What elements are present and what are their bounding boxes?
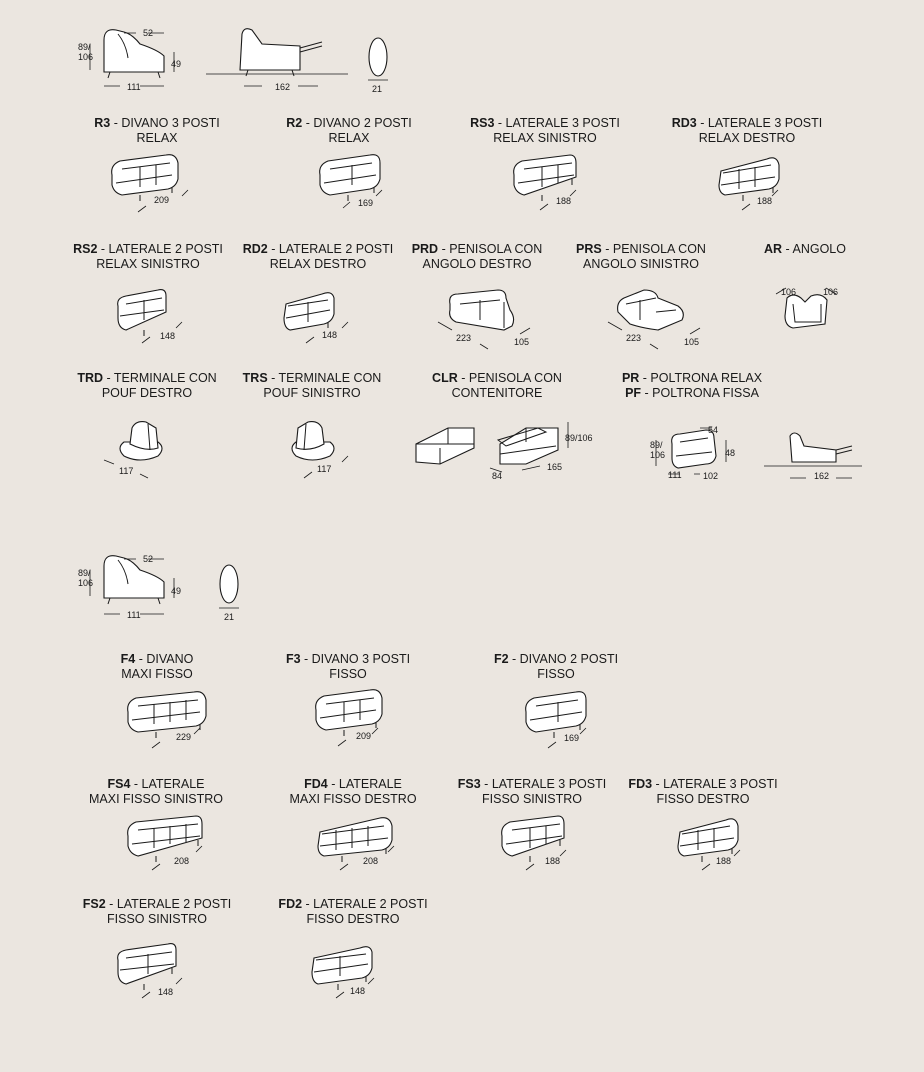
item-dim-f2: 169 — [564, 733, 580, 743]
dim-top: 52 — [143, 28, 154, 38]
item-dim-clr-height: 89/106 — [565, 433, 593, 443]
item-dim-ar: 106 — [781, 287, 797, 297]
item-label-prd: PRD - PENISOLA CON ANGOLO DESTRO — [411, 242, 543, 271]
item-label-f2: F2 - DIVANO 2 POSTI FISSO — [493, 652, 619, 681]
item-dim-prd-2: 105 — [514, 337, 530, 347]
fixed-dim-top: 52 — [143, 554, 154, 564]
dim-depth: 111 — [127, 82, 141, 92]
item-dim-prs-2: 105 — [684, 337, 700, 347]
item-label-rs2: RS2 - LATERALE 2 POSTI RELAX SINISTRO — [73, 242, 223, 271]
item-dim-prs: 223 — [626, 333, 642, 343]
item-label-fs2: FS2 - LATERALE 2 POSTI FISSO SINISTRO — [82, 897, 232, 926]
pr-dim-height: 89/ 106 — [650, 440, 666, 460]
item-label-rd3: RD3 - LATERALE 3 POSTI RELAX DESTRO — [671, 116, 823, 145]
item-dim-clr-165: 165 — [547, 462, 563, 472]
item-dim-fs4: 208 — [174, 856, 190, 866]
item-label-clr: CLR - PENISOLA CON CONTENITORE — [432, 371, 562, 400]
item-label-prs: PRS - PENISOLA CON ANGOLO SINISTRO — [576, 242, 706, 271]
dim-seat: 49 — [171, 59, 182, 69]
dim-open: 162 — [275, 82, 291, 92]
item-label-rd2: RD2 - LATERALE 2 POSTI RELAX DESTRO — [242, 242, 394, 271]
item-dim-r3: 209 — [154, 195, 170, 205]
item-label-trd: TRD - TERMINALE CON POUF DESTRO — [77, 371, 217, 400]
item-label-fd4: FD4 - LATERALE MAXI FISSO DESTRO — [289, 777, 417, 806]
fixed-dim-depth: 111 — [127, 610, 141, 620]
item-label-fd3: FD3 - LATERALE 3 POSTI FISSO DESTRO — [628, 777, 778, 806]
item-label-fs4: FS4 - LATERALE MAXI FISSO SINISTRO — [88, 777, 224, 806]
item-dim-trs: 117 — [317, 464, 332, 474]
dim-height: 89/ 106 — [78, 42, 94, 62]
item-dim-trd: 117 — [119, 466, 134, 476]
item-dim-prd: 223 — [456, 333, 472, 343]
item-dim-fd4: 208 — [363, 856, 379, 866]
item-dim-fs3: 188 — [545, 856, 561, 866]
fixed-dim-seat: 49 — [171, 586, 182, 596]
item-label-fs3: FS3 - LATERALE 3 POSTI FISSO SINISTRO — [457, 777, 607, 806]
item-dim-f4: 229 — [176, 732, 192, 742]
item-dim-rd2: 148 — [322, 330, 338, 340]
item-dim-rd3: 188 — [757, 196, 773, 206]
item-dim-rs2: 148 — [160, 331, 176, 341]
item-label-f3: F3 - DIVANO 3 POSTI FISSO — [285, 652, 411, 681]
item-label-f4: F4 - DIVANO MAXI FISSO — [120, 652, 194, 681]
item-dim-r2: 169 — [358, 198, 374, 208]
item-dim-f3: 209 — [356, 731, 372, 741]
item-label-rs3: RS3 - LATERALE 3 POSTI RELAX SINISTRO — [470, 116, 620, 145]
item-label-r3: R3 - DIVANO 3 POSTI RELAX — [94, 116, 220, 145]
dim-arm: 21 — [372, 84, 383, 94]
item-label-fd2: FD2 - LATERALE 2 POSTI FISSO DESTRO — [278, 897, 428, 926]
item-dim-rs3: 188 — [556, 196, 572, 206]
item-dim-clr-84: 84 — [492, 471, 503, 481]
item-dim-fd3: 188 — [716, 856, 732, 866]
fixed-dim-arm: 21 — [224, 612, 235, 622]
item-label-r2: R2 - DIVANO 2 POSTI RELAX — [286, 116, 412, 145]
pr-dim-102: 102 — [703, 471, 719, 481]
item-dim-fs2: 148 — [158, 987, 174, 997]
fixed-dim-height: 89/ 106 — [78, 568, 94, 588]
item-label-trs: TRS - TERMINALE CON POUF SINISTRO — [242, 371, 382, 400]
item-label-pr-pf: PR - POLTRONA RELAX PF - POLTRONA FISSA — [621, 371, 763, 400]
item-label-ar: AR - ANGOLO — [764, 242, 846, 256]
pr-dim-162: 162 — [814, 471, 830, 481]
item-dim-ar-2: 106 — [823, 287, 839, 297]
pr-dim-48: 48 — [725, 448, 736, 458]
pr-dim-111: 111 — [668, 470, 682, 480]
item-dim-fd2: 148 — [350, 986, 366, 996]
pr-dim-54: 54 — [708, 425, 719, 435]
